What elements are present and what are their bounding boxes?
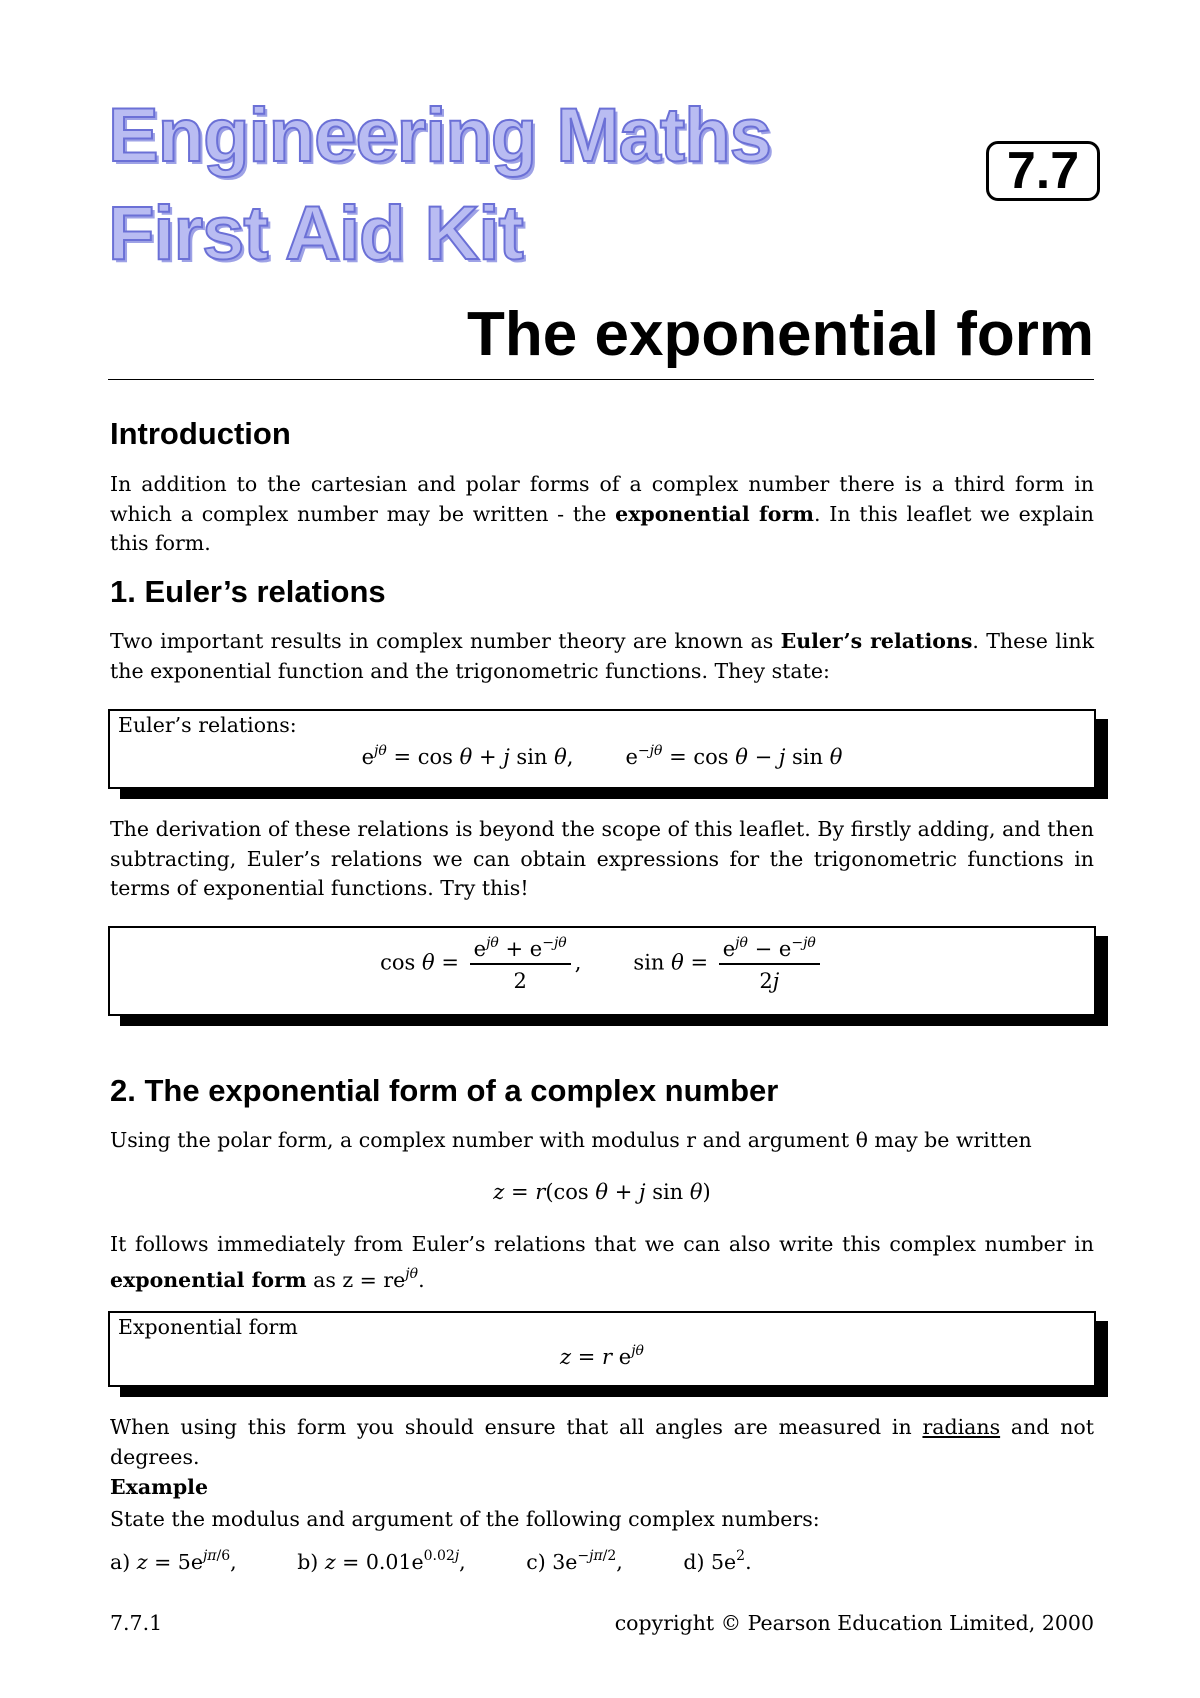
section2-heading: 2. The exponential form of a complex number xyxy=(110,1073,779,1108)
brand-logo-line1: Engineering Maths xyxy=(108,93,771,178)
page-number: 7.7.1 xyxy=(110,1611,163,1635)
intro-heading: Introduction xyxy=(110,416,291,451)
eulers-relations-box xyxy=(108,709,1096,789)
section2-paragraph1: Using the polar form, a complex number with modulus r and argument θ may be written xyxy=(110,1128,1032,1152)
example-item-c: c) $3e^{-j\pi/2}$, xyxy=(526,1548,623,1574)
example-item-d: d) $5e^2$. xyxy=(683,1548,752,1574)
section2-paragraph3: When using this form you should ensure that all angles are measured in radians and not degrees. xyxy=(110,1415,1094,1469)
example-items xyxy=(110,1548,806,1574)
example-text: State the modulus and argument of the following complex numbers: xyxy=(110,1507,820,1531)
trig-exponential-box xyxy=(108,926,1096,1016)
brand-logo-line2: First Aid Kit xyxy=(108,191,523,276)
title-rule xyxy=(108,379,1094,380)
section2-paragraph2: It follows immediately from Euler’s relations that we can also write this complex number in exponential form as $z = re^{j\theta}$. xyxy=(110,1232,1094,1292)
section1-heading: 1. Euler’s relations xyxy=(110,574,386,609)
eulers-relations-formula: $e^{j\theta} = \cos \theta + j$ sin θ, $e^{-j\theta} = \cos \theta - j$ sin θ xyxy=(361,743,843,769)
exponential-form-box-label: Exponential form xyxy=(118,1315,298,1339)
example-item-a: a) $z = 5e^{j\pi/6}$, xyxy=(110,1548,237,1574)
example-heading: Example xyxy=(110,1475,208,1499)
exponential-form-formula: z = r $e^{j\theta}$ xyxy=(560,1343,644,1369)
radians-link: radians xyxy=(922,1415,1001,1439)
eulers-relations-box-label: Euler’s relations: xyxy=(118,713,297,737)
intro-paragraph: In addition to the cartesian and polar forms of a complex number there is a third form in which a complex number may be written - the exponential form. In this leaflet we explain this form. xyxy=(110,472,1095,555)
example-item-b: b) $z = 0.01e^{0.02j}$, xyxy=(297,1548,466,1574)
copyright-notice: copyright © Pearson Education Limited, 2000 xyxy=(614,1611,1094,1635)
section1-paragraph2: The derivation of these relations is beyond the scope of this leaflet. By firstly adding, and then subtracting, Euler’s relations we can obtain expressions for the trigonometric functions in terms of exponential functions. Try this! xyxy=(110,817,1094,900)
leaflet-number-badge: 7.7 xyxy=(986,141,1100,201)
trig-exponential-formula: cos θ = $\frac{e^{j\theta} + e^{-j\theta}}{2}$ , sin θ = $\frac{e^{j\theta} - e^{-j\theta}}{2j}$ xyxy=(110,935,1094,993)
polar-form-equation: z = r(cos θ + j sin θ) xyxy=(493,1180,711,1204)
section1-paragraph1: Two important results in complex number theory are known as Euler’s relations. These link the exponential function and the trigonometric functions. They state: xyxy=(110,629,1094,683)
exponential-form-box xyxy=(108,1311,1096,1387)
page-title: The exponential form xyxy=(467,300,1094,369)
